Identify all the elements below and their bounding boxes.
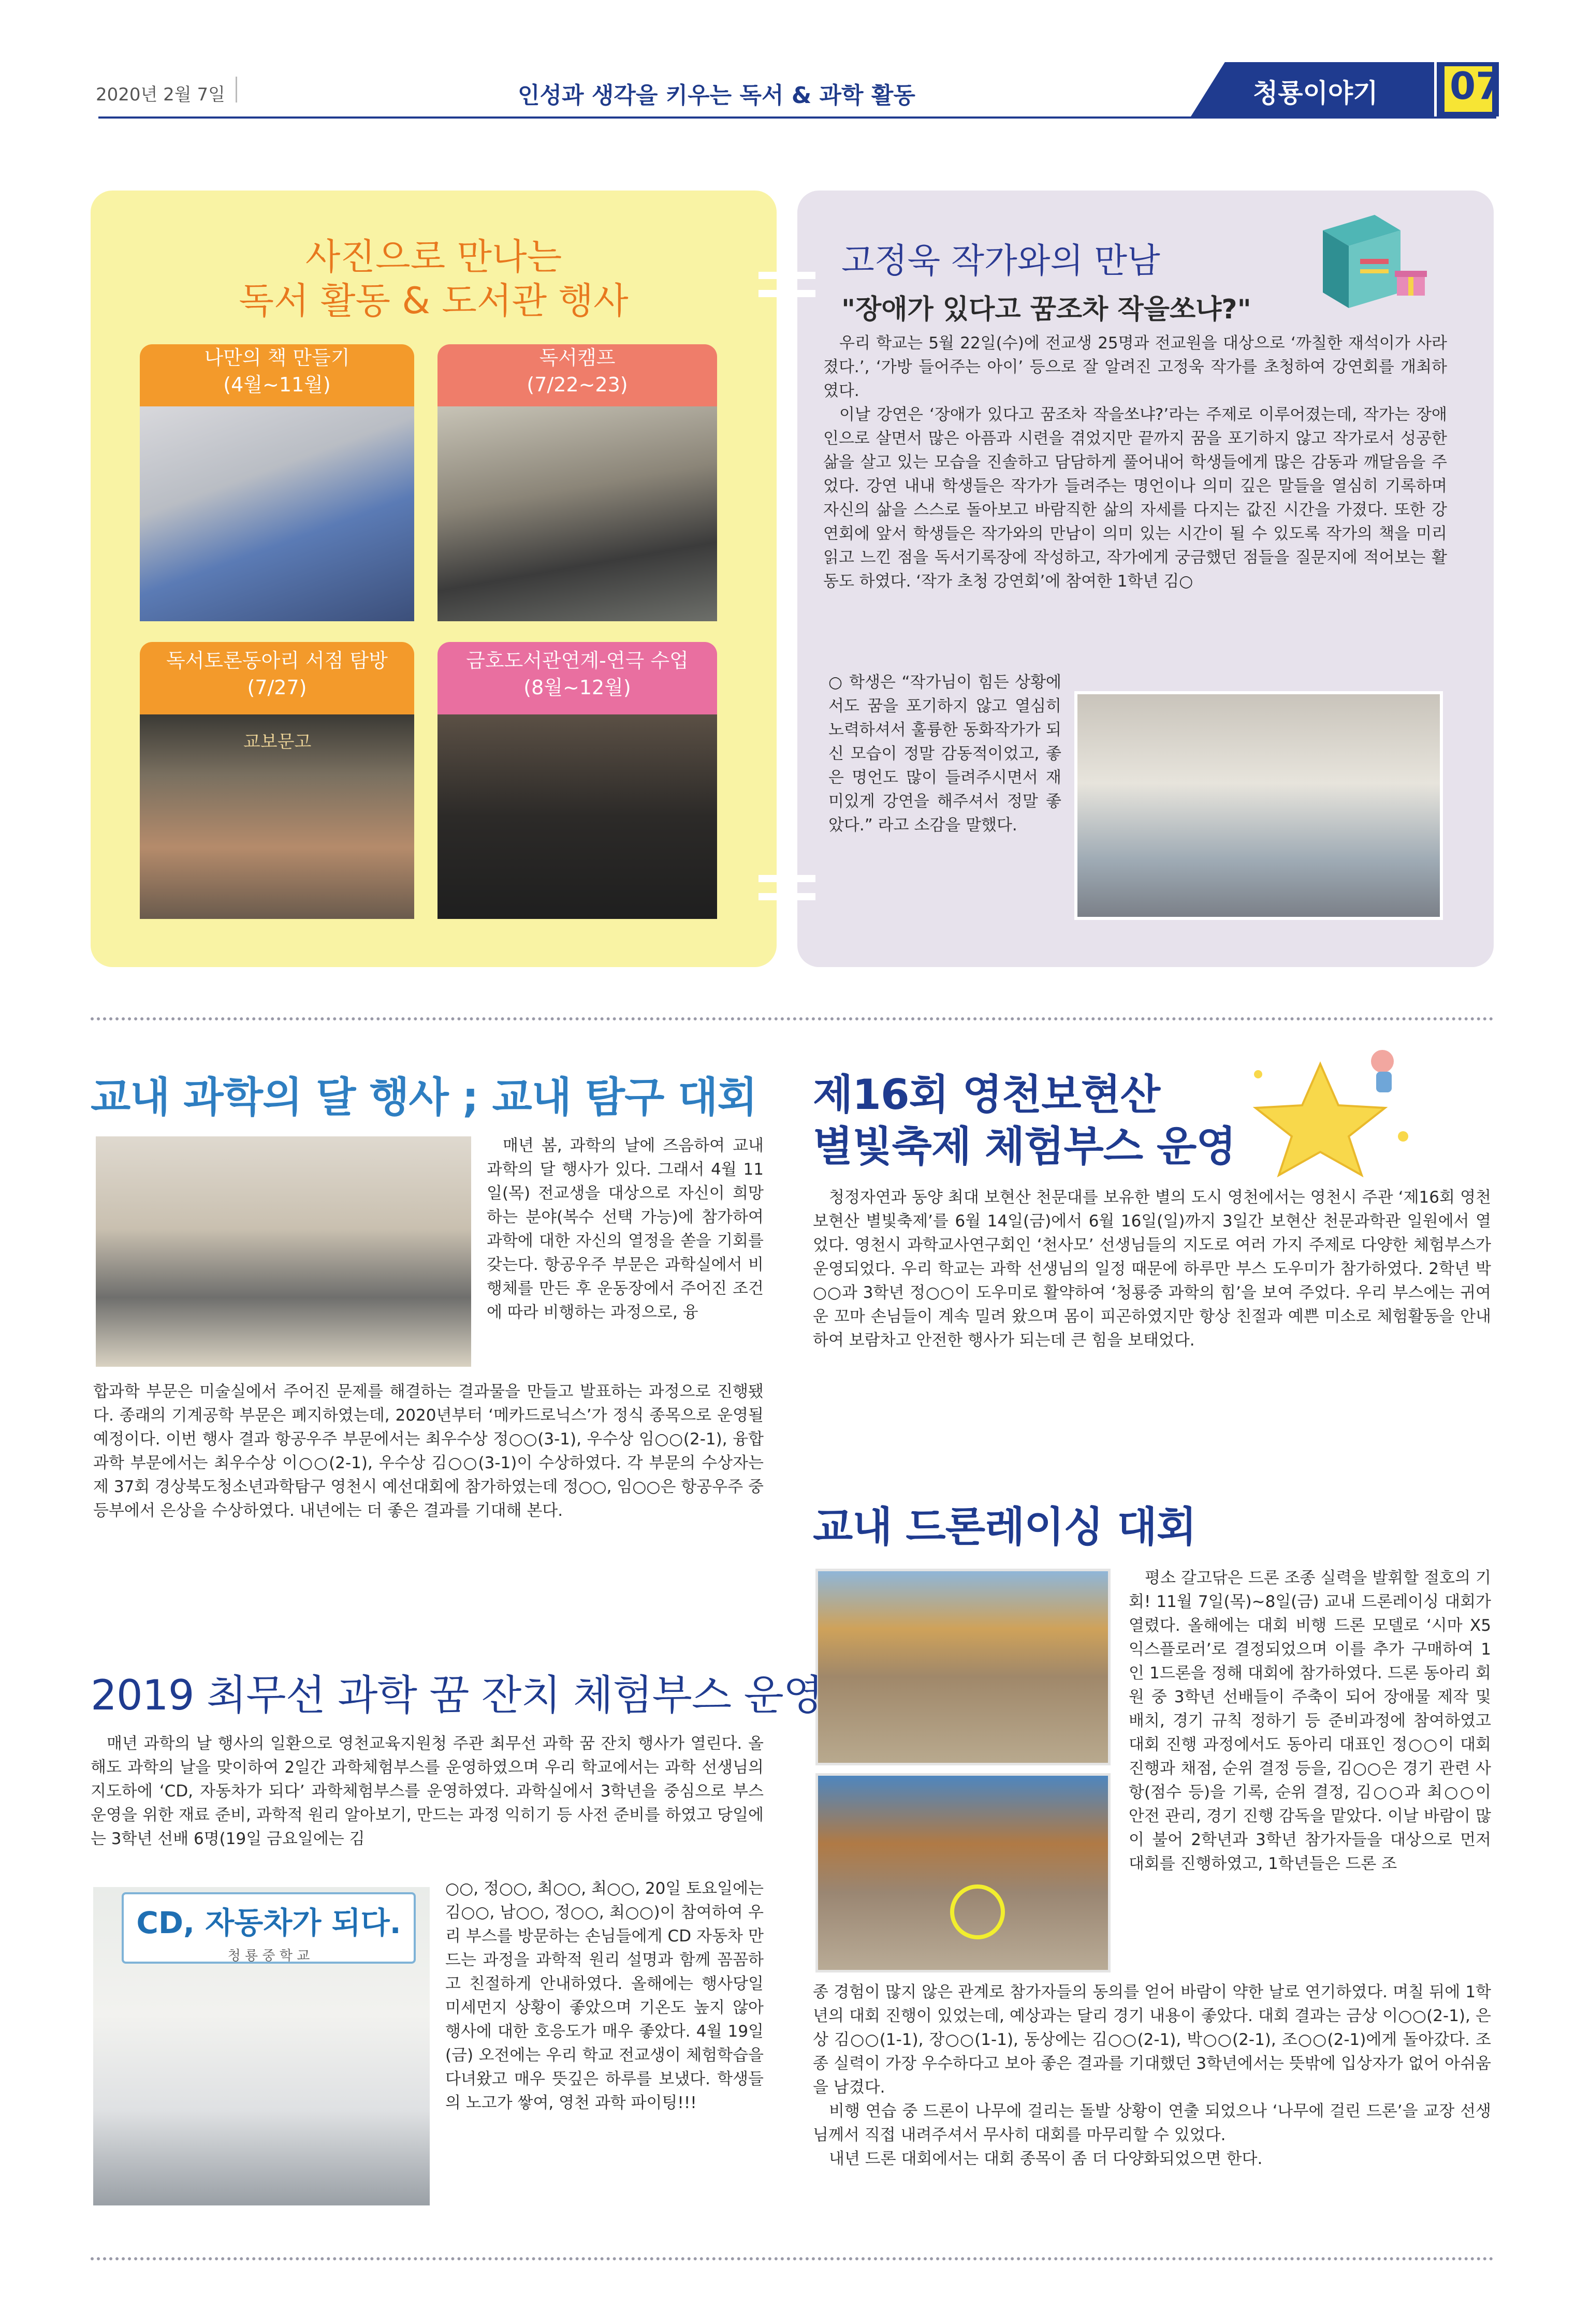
star-festival-title-2: 별빛축제 체험부스 운영	[813, 1122, 1236, 1171]
science-paragraph: 합과학 부문은 미술실에서 주어진 문제를 해결하는 결과물을 만들고 발표하는 과정으로 진행됐다. 종래의 기계공학 부문은 폐지하였는데, 2020년부터 ‘메카드로닉스’가 정식 종목으로 운영될 예정이다. 이번 행사 결과 항공우주 부문에서는 최우수상 정○○(3-1), 우수상 임○○(2-1), 융합과학 부문에서는 최우수상 이○○(2-1), 우수상 김○○(3-1)이 수상하였다. 각 부문의 수상자는 제 37회 경상북도청소년과학탐구 영천시 예선대회에 참가하였는데 정○○, 임○○은 항공우주 중등부에서 은상을 수상하였다. 내년에는 더 좋은 결과를 기대해 본다.	[93, 1382, 764, 1520]
page-title: 인성과 생각을 키우는 독서 & 과학 활동	[518, 82, 915, 109]
dream-festival-body-side	[445, 1877, 764, 2115]
science-month-body-side	[487, 1134, 764, 1324]
drone-paragraph: 평소 갈고닦은 드론 조종 실력을 발휘할 절호의 기회! 11월 7일(목)~8일(금) 교내 드론레이싱 대회가 열렸다. 올해에는 대회 비행 드론 모델로 ‘시마 X5 익스플로러’로 결정되었으며 이를 추가 구매하여 1인 1드론을 정해 대회에 참가하였다. 드론 동아리 회원 중 3학년 선배들이 주축이 되어 장애물 제작 및 배치, 경기 규칙 정하기 등 준비과정에 참여하였고 대회 진행 과정에서도 동아리 대표인 정○○이 대회 진행과 채점, 순위 결정 등을, 김○○은 경기 관련 사항(점수 등)을 기록, 순위 결정, 김○○과 최○○이 안전 관리, 경기 진행 감독을 맡았다. 이날 바람이 많이 불어 2학년과 3학년 참가자들을 대상으로 먼저 대회를 진행하였고, 1학년들은 드론 조	[1129, 1569, 1491, 1873]
drone-paragraph: 내년 드론 대회에서는 대회 종목이 좀 더 다양화되었으면 한다.	[829, 2150, 1263, 2168]
cd-car-banner	[122, 1892, 416, 1964]
tile-label: 독서토론동아리 서점 탐방	[166, 649, 388, 672]
drone-body	[813, 1980, 1491, 2171]
drone-paragraph: 종 경험이 많지 않은 관계로 참가자들의 동의를 얻어 바람이 약한 날로 연기하였다. 며칠 뒤에 1학년의 대회 진행이 있었는데, 예상과는 달리 경기 내용이 좋았다. 대회 결과는 금상 이○○(2-1), 은상 김○○(1-1), 장○○(1-1), 동상에는 김○○(2-1), 박○○(2-1), 조○○(2-1)에게 돌아갔다. 조종 실력이 가장 우수하다고 보아 좋은 결과를 기대했던 3학년에서는 뜻밖에 입상자가 없어 아쉬움을 남겼다.	[813, 1983, 1491, 2097]
photo-science-month	[96, 1136, 471, 1367]
photo-dream-festival	[93, 1887, 430, 2205]
banner-title: CD, 자동차가 되다.	[136, 1905, 401, 1940]
author-article-subtitle: "장애가 있다고 꿈조차 작을쏘냐?"	[841, 294, 1251, 325]
photo-section-title-1: 사진으로 만나는	[305, 236, 562, 278]
tile-header-theater-class	[437, 642, 717, 714]
header-rule	[98, 116, 1496, 119]
tile-label: 독서캠프	[539, 346, 616, 369]
photo-drone-2	[815, 1773, 1111, 1972]
photo-drone-1	[815, 1569, 1111, 1765]
dream-paragraph: 매년 과학의 날 행사의 일환으로 영천교육지원청 주관 최무선 과학 꿈 잔치 행사가 열린다. 올해도 과학의 날을 맞이하여 2일간 과학체험부스를 운영하였으며 우리 학교에서는 과학 선생님의 지도하에 ‘CD, 자동차가 되다’ 과학체험부스를 운영하였다. 과학실에서 3학년을 중심으로 부스 운영을 위한 재료 준비, 과학적 원리 알아보기, 만드는 과정 익히기 등 사전 준비를 하였고 당일에는 3학년 선배 6명(19일 금요일에는 김	[91, 1734, 764, 1848]
photo-author-lecture	[1074, 691, 1443, 920]
drone-hoop	[950, 1884, 1005, 1939]
photo-bookstore-visit	[140, 714, 414, 919]
tile-date: (7/22~23)	[527, 373, 628, 396]
drone-body-side	[1129, 1566, 1491, 1876]
science-month-body	[93, 1380, 764, 1523]
author-paragraph: ○ 학생은 “작가님이 힘든 상황에서도 꿈을 포기하지 않고 열심히 노력하셔서 훌륭한 동화작가가 되신 모습이 정말 감동적이었고, 좋은 명언도 많이 들려주시면서 재미있게 강연을 해주셔서 정말 좋았다.” 라고 소감을 말했다.	[828, 673, 1061, 835]
author-article-quote	[828, 670, 1061, 837]
bookstore-sign: 교보문고	[243, 732, 312, 752]
tile-date: (7/27)	[247, 676, 307, 699]
author-paragraph: 우리 학교는 5월 22일(수)에 전교생 25명과 전교원을 대상으로 ‘까칠한 재석이가 사라졌다.’, ‘가방 들어주는 아이’ 등으로 잘 알려진 고정욱 작가를 초청하여 강연회를 개최하였다.	[823, 334, 1447, 400]
section-divider	[91, 1017, 1494, 1020]
dream-paragraph: ○○, 정○○, 최○○, 최○○, 20일 토요일에는 김○○, 남○○, 정○○, 최○○)이 참여하여 우리 부스를 방문하는 손님들에게 CD 자동차 만드는 과정을 과학적 원리 설명과 함께 꼼꼼하고 친절하게 안내하였다. 올해에는 행사당일 미세먼지 상황이 좋았으며 기온도 높지 않아 행사에 대한 호응도가 매우 좋았다. 4월 19일(금) 오전에는 우리 학교 전교생이 체험학습을 다녀왔고 매우 뜻깊은 하루를 보냈다. 학생들의 노고가 쌓여, 영천 과학 파이팅!!!	[445, 1879, 764, 2112]
author-article-body	[823, 331, 1447, 593]
photo-section-title-2: 독서 활동 & 도서관 행사	[239, 280, 629, 322]
header-divider	[236, 77, 237, 103]
drone-paragraph: 비행 연습 중 드론이 나무에 걸리는 돌발 상황이 연출 되었으나 ‘나무에 걸린 드론’을 교장 선생님께서 직접 내려주셔서 무사히 대회를 마무리할 수 있었다.	[813, 2102, 1491, 2144]
tile-header-book-making	[140, 344, 414, 406]
page-number: 07	[1450, 64, 1502, 108]
tile-label: 금호도서관연계-연극 수업	[466, 649, 689, 672]
dream-festival-title: 2019 최무선 과학 꿈 잔치 체험부스 운영	[91, 1671, 823, 1719]
drone-title: 교내 드론레이싱 대회	[813, 1503, 1197, 1551]
gift-icon	[1393, 261, 1429, 298]
star-paragraph: 청정자연과 동양 최대 보현산 천문대를 보유한 별의 도시 영천에서는 영천시 주관 ‘제16회 영천보현산 별빛축제’를 6월 14일(금)에서 6월 16일(일)까지 3일간 보현산 천문과학관 일원에서 열었다. 영천시 과학교사연구회인 ‘천사모’ 선생님들의 지도로 여러 가지 주제로 다양한 체험부스가 운영되었다. 우리 학교는 과학 선생님의 일정 때문에 하루만 부스 도우미가 참가하였다. 2학년 박○○과 3학년 정○○이 도우미로 활약하여 ‘청룡중 과학의 힘’을 보여 주었다. 우리 부스에는 귀여운 꼬마 손님들이 계속 밀려 왔으며 몸이 피곤하였지만 항상 친절과 예쁜 미소로 체험활동을 안내하여 보람차고 안전한 행사가 되는데 큰 힘을 보태었다.	[813, 1188, 1491, 1350]
star-festival-title-1: 제16회 영천보현산	[813, 1071, 1160, 1119]
tile-label: 나만의 책 만들기	[204, 346, 350, 369]
issue-date: 2020년 2월 7일	[96, 84, 225, 105]
author-paragraph: 이날 강연은 ‘장애가 있다고 꿈조차 작을쏘냐?’라는 주제로 이루어졌는데, 작가는 장애인으로 살면서 많은 아픔과 시련을 겪었지만 끝까지 꿈을 포기하지 않고 작가로서 성공한 삶을 살고 있는 모습을 진솔하고 담담하게 풀어내어 학생들에게 많은 감동과 깨달음을 주었다. 강연 내내 학생들은 작가가 들려주는 명언이나 의미 깊은 말들을 열심히 기록하며 자신의 삶을 스스로 돌아보고 바람직한 삶의 자세를 다지는 값진 시간을 가졌다. 또한 강연회에 앞서 학생들은 작가와의 만남이 의미 있는 시간이 될 수 있도록 작가의 책을 미리 읽고 느낀 점을 독서기록장에 작성하고, 작가에게 궁금했던 점들을 질문지에 적어보는 활동도 하였다. ‘작가 초청 강연회’에 참여한 1학년 김○	[823, 405, 1447, 591]
photo-book-making	[140, 406, 414, 621]
bottom-divider	[91, 2257, 1494, 2260]
panel-link-bar	[758, 893, 815, 900]
science-month-title: 교내 과학의 달 행사 ; 교내 탐구 대회	[91, 1073, 757, 1121]
panel-link-bar	[758, 875, 815, 882]
tile-date: (8월~12월)	[523, 676, 631, 699]
photo-reading-camp	[437, 406, 717, 621]
tile-header-bookstore-visit	[140, 642, 414, 714]
section-name: 청룡이야기	[1253, 78, 1378, 108]
science-paragraph: 매년 봄, 과학의 날에 즈음하여 교내 과학의 달 행사가 있다. 그래서 4월 11일(목) 전교생을 대상으로 자신이 희망하는 분야(복수 선택 가능)에 참가하여 과학에 대한 자신의 열정을 쏟을 기회를 갖는다. 항공우주 부문은 과학실에서 비행체를 만든 후 운동장에서 주어진 조건에 따라 비행하는 과정으로, 융	[487, 1136, 764, 1322]
photo-theater-class	[437, 714, 717, 919]
banner-school: 청 룡 중 학 교	[227, 1948, 310, 1964]
author-article-title: 고정욱 작가와의 만남	[841, 241, 1160, 281]
dream-festival-body	[91, 1732, 764, 1851]
tile-date: (4월~11월)	[223, 373, 331, 396]
star-icon	[1227, 1043, 1424, 1178]
star-festival-body	[813, 1186, 1491, 1352]
tile-header-reading-camp	[437, 344, 717, 406]
